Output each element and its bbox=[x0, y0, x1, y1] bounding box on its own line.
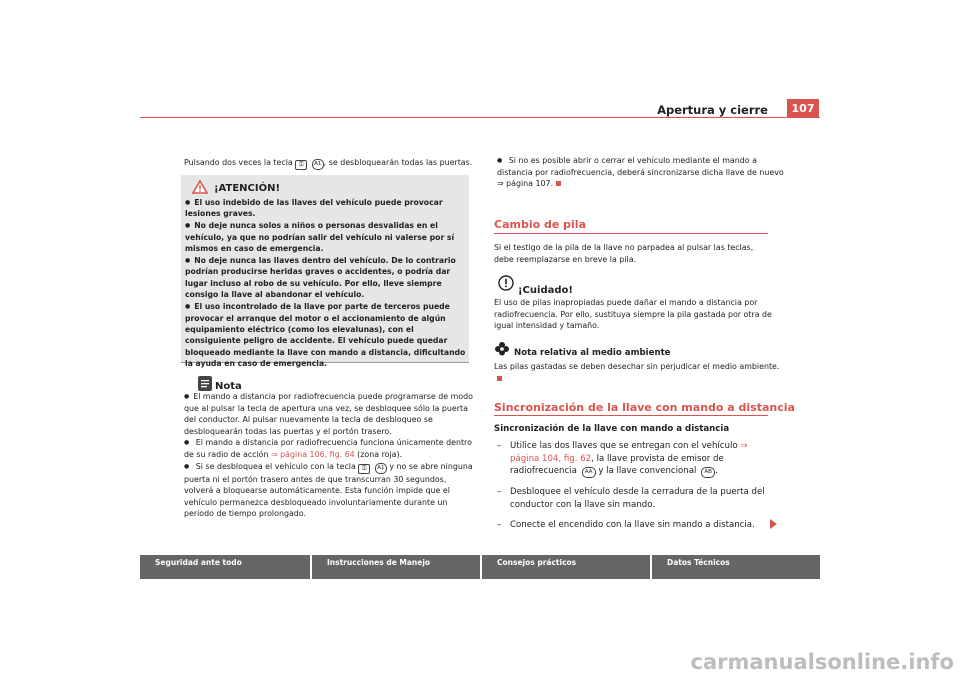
medio-title: Nota relativa al medio ambiente bbox=[514, 348, 671, 358]
link-page-107[interactable]: ⇒ página 107. bbox=[497, 179, 554, 189]
tab-datos[interactable]: Datos Técnicos bbox=[667, 558, 730, 567]
sync-steps bbox=[497, 440, 767, 532]
ref-ab: AB bbox=[701, 467, 715, 478]
warning-item: ● El uso indebido de las llaves del vehículo puede provocar lesiones graves. bbox=[185, 197, 467, 220]
dash-marker: – bbox=[497, 441, 502, 451]
nota-item3-before: Si se desbloquea el vehículo con la tecla bbox=[195, 461, 356, 471]
step2: Desbloquee el vehículo desde la cerradura de la puerta del conductor con la llave sin mando. bbox=[510, 487, 765, 510]
running-header-title: Apertura y cierre bbox=[657, 103, 768, 117]
end-mark-icon bbox=[497, 376, 502, 381]
warning-item: ● El uso incontrolado de la llave por parte de terceros puede provocar el arranque del motor o el accionamiento de algún equipamiento eléctrico (como los elevalunas), con el consiguiente peligro de accidente. El vehículo puede quedar bloqueado mediante la llave con mando a distancia, dificultando la ayuda en caso de emergencia. bbox=[185, 301, 467, 369]
note-icon bbox=[198, 376, 212, 390]
link-page-104[interactable]: ⇒ página 104, fig. 62 bbox=[510, 441, 748, 464]
nota-item: ● El mando a distancia por radiofrecuencia puede programarse de modo que al pulsar la tecla de apertura una vez, se desbloquee sólo la puerta del conductor. Al pulsar nuevamente la tecla de desbloqueo se desbloquearán todas las puertas y el portón trasero. bbox=[184, 391, 474, 437]
tab-consejos[interactable]: Consejos prácticos bbox=[497, 558, 577, 567]
unlock-key-icon: ⚿ bbox=[295, 160, 307, 170]
tab-seguridad[interactable]: Seguridad ante todo bbox=[155, 558, 242, 567]
medio-heading bbox=[494, 340, 671, 361]
section-sync-title: Sincronización de la llave con mando a distancia bbox=[494, 401, 795, 414]
intro-after: , se desbloquearán todas las puertas. bbox=[323, 158, 473, 167]
nota-item2-before: El mando a distancia por radiofrecuencia funciona únicamente dentro de su radio de acción bbox=[184, 438, 472, 459]
nota-item3-after: y no se abre ninguna puerta ni el portón trasero antes de que transcurran 30 segundos, volverá a bloquearse automáticamente. Esta función impide que el vehículo permanezca desbloqueado involuntariamente durante un periodo de tiempo prolongado. bbox=[184, 461, 473, 519]
cuidado-heading bbox=[498, 275, 573, 295]
step1-d: . bbox=[715, 466, 718, 477]
sync-step bbox=[497, 519, 767, 532]
cuidado-body: El uso de pilas inapropiadas puede dañar el mando a distancia por radiofrecuencia. Por ello, sustituya siempre la pila gastada por otra de igual intensidad y tamaño. bbox=[494, 298, 772, 331]
medio-body-text: Las pilas gastadas se deben desechar sin perjudicar el medio ambiente. bbox=[494, 362, 780, 371]
ref-a1: A1 bbox=[375, 463, 387, 474]
step1-c: y la llave convencional bbox=[598, 466, 697, 477]
warning-heading bbox=[192, 180, 280, 197]
nota-item2-after: (zona roja). bbox=[357, 449, 403, 459]
sync-step bbox=[497, 440, 767, 478]
next-page-arrow-icon[interactable] bbox=[770, 519, 777, 529]
nota-item bbox=[184, 461, 474, 520]
warning-list bbox=[185, 197, 467, 370]
sync-step bbox=[497, 486, 767, 511]
step3: Conecte el encendido con la llave sin mando a distancia. bbox=[510, 520, 755, 531]
top-note-text: Si no es posible abrir o cerrar el vehículo mediante el mando a distancia por radiofrecuencia, deberá sincronizarse dicha llave de nuevo bbox=[497, 156, 784, 177]
top-note bbox=[497, 155, 787, 190]
caution-circle-icon bbox=[498, 275, 514, 295]
step1-b: , la llave provista de emisor de radiofrecuencia bbox=[510, 453, 724, 477]
environment-flower-icon bbox=[494, 341, 510, 361]
footer-nav bbox=[140, 555, 820, 579]
warning-title: ¡ATENCIÓN! bbox=[214, 183, 281, 194]
dash-marker: – bbox=[497, 520, 502, 531]
warning-triangle-icon bbox=[192, 180, 208, 197]
section-rule bbox=[494, 233, 768, 234]
unlock-key-icon: ⚿ bbox=[358, 464, 370, 474]
cambio-body: Si el testigo de la pila de la llave no parpadea al pulsar las teclas, debe reemplazarse en breve la pila. bbox=[494, 243, 754, 264]
intro-text bbox=[184, 157, 474, 170]
sync-subtitle: Sincronización de la llave con mando a distancia bbox=[494, 424, 730, 434]
watermark: carmanualsonline.info bbox=[690, 650, 954, 674]
dash-marker: – bbox=[497, 487, 502, 498]
warning-item: ● No deje nunca las llaves dentro del vehículo. De lo contrario podrían producirse heridas graves o accidentes, o podría dar lugar incluso al robo de su vehículo. Por ello, lleve siempre consigo la llave al abandonar el vehículo. bbox=[185, 255, 467, 301]
step1-a: Utilice las dos llaves que se entregan con el vehículo bbox=[510, 441, 738, 451]
ref-aa: AA bbox=[582, 467, 596, 478]
section-rule bbox=[494, 415, 768, 416]
link-page-106[interactable]: ⇒ página 106, fig. 64 bbox=[271, 449, 355, 459]
end-mark-icon bbox=[556, 181, 561, 186]
nota-title: Nota bbox=[215, 381, 242, 392]
nota-list bbox=[184, 391, 474, 520]
tab-instrucciones[interactable]: Instrucciones de Manejo bbox=[327, 558, 431, 567]
cuidado-title: ¡Cuidado! bbox=[518, 285, 573, 296]
warning-item: ● No deje nunca solos a niños o personas desvalidas en el vehículo, ya que no podrían salir del vehículo ni valerse por sí mismos en caso de emergencia. bbox=[185, 220, 467, 254]
header-rule bbox=[140, 117, 820, 118]
page-number: 107 bbox=[787, 99, 819, 118]
nota-item bbox=[184, 437, 474, 460]
right-top-note bbox=[497, 155, 787, 190]
ref-a1: A1 bbox=[312, 159, 324, 170]
medio-body bbox=[494, 361, 784, 384]
intro-before: Pulsando dos veces la tecla bbox=[184, 158, 293, 167]
section-cambio-title: Cambio de pila bbox=[494, 218, 586, 231]
